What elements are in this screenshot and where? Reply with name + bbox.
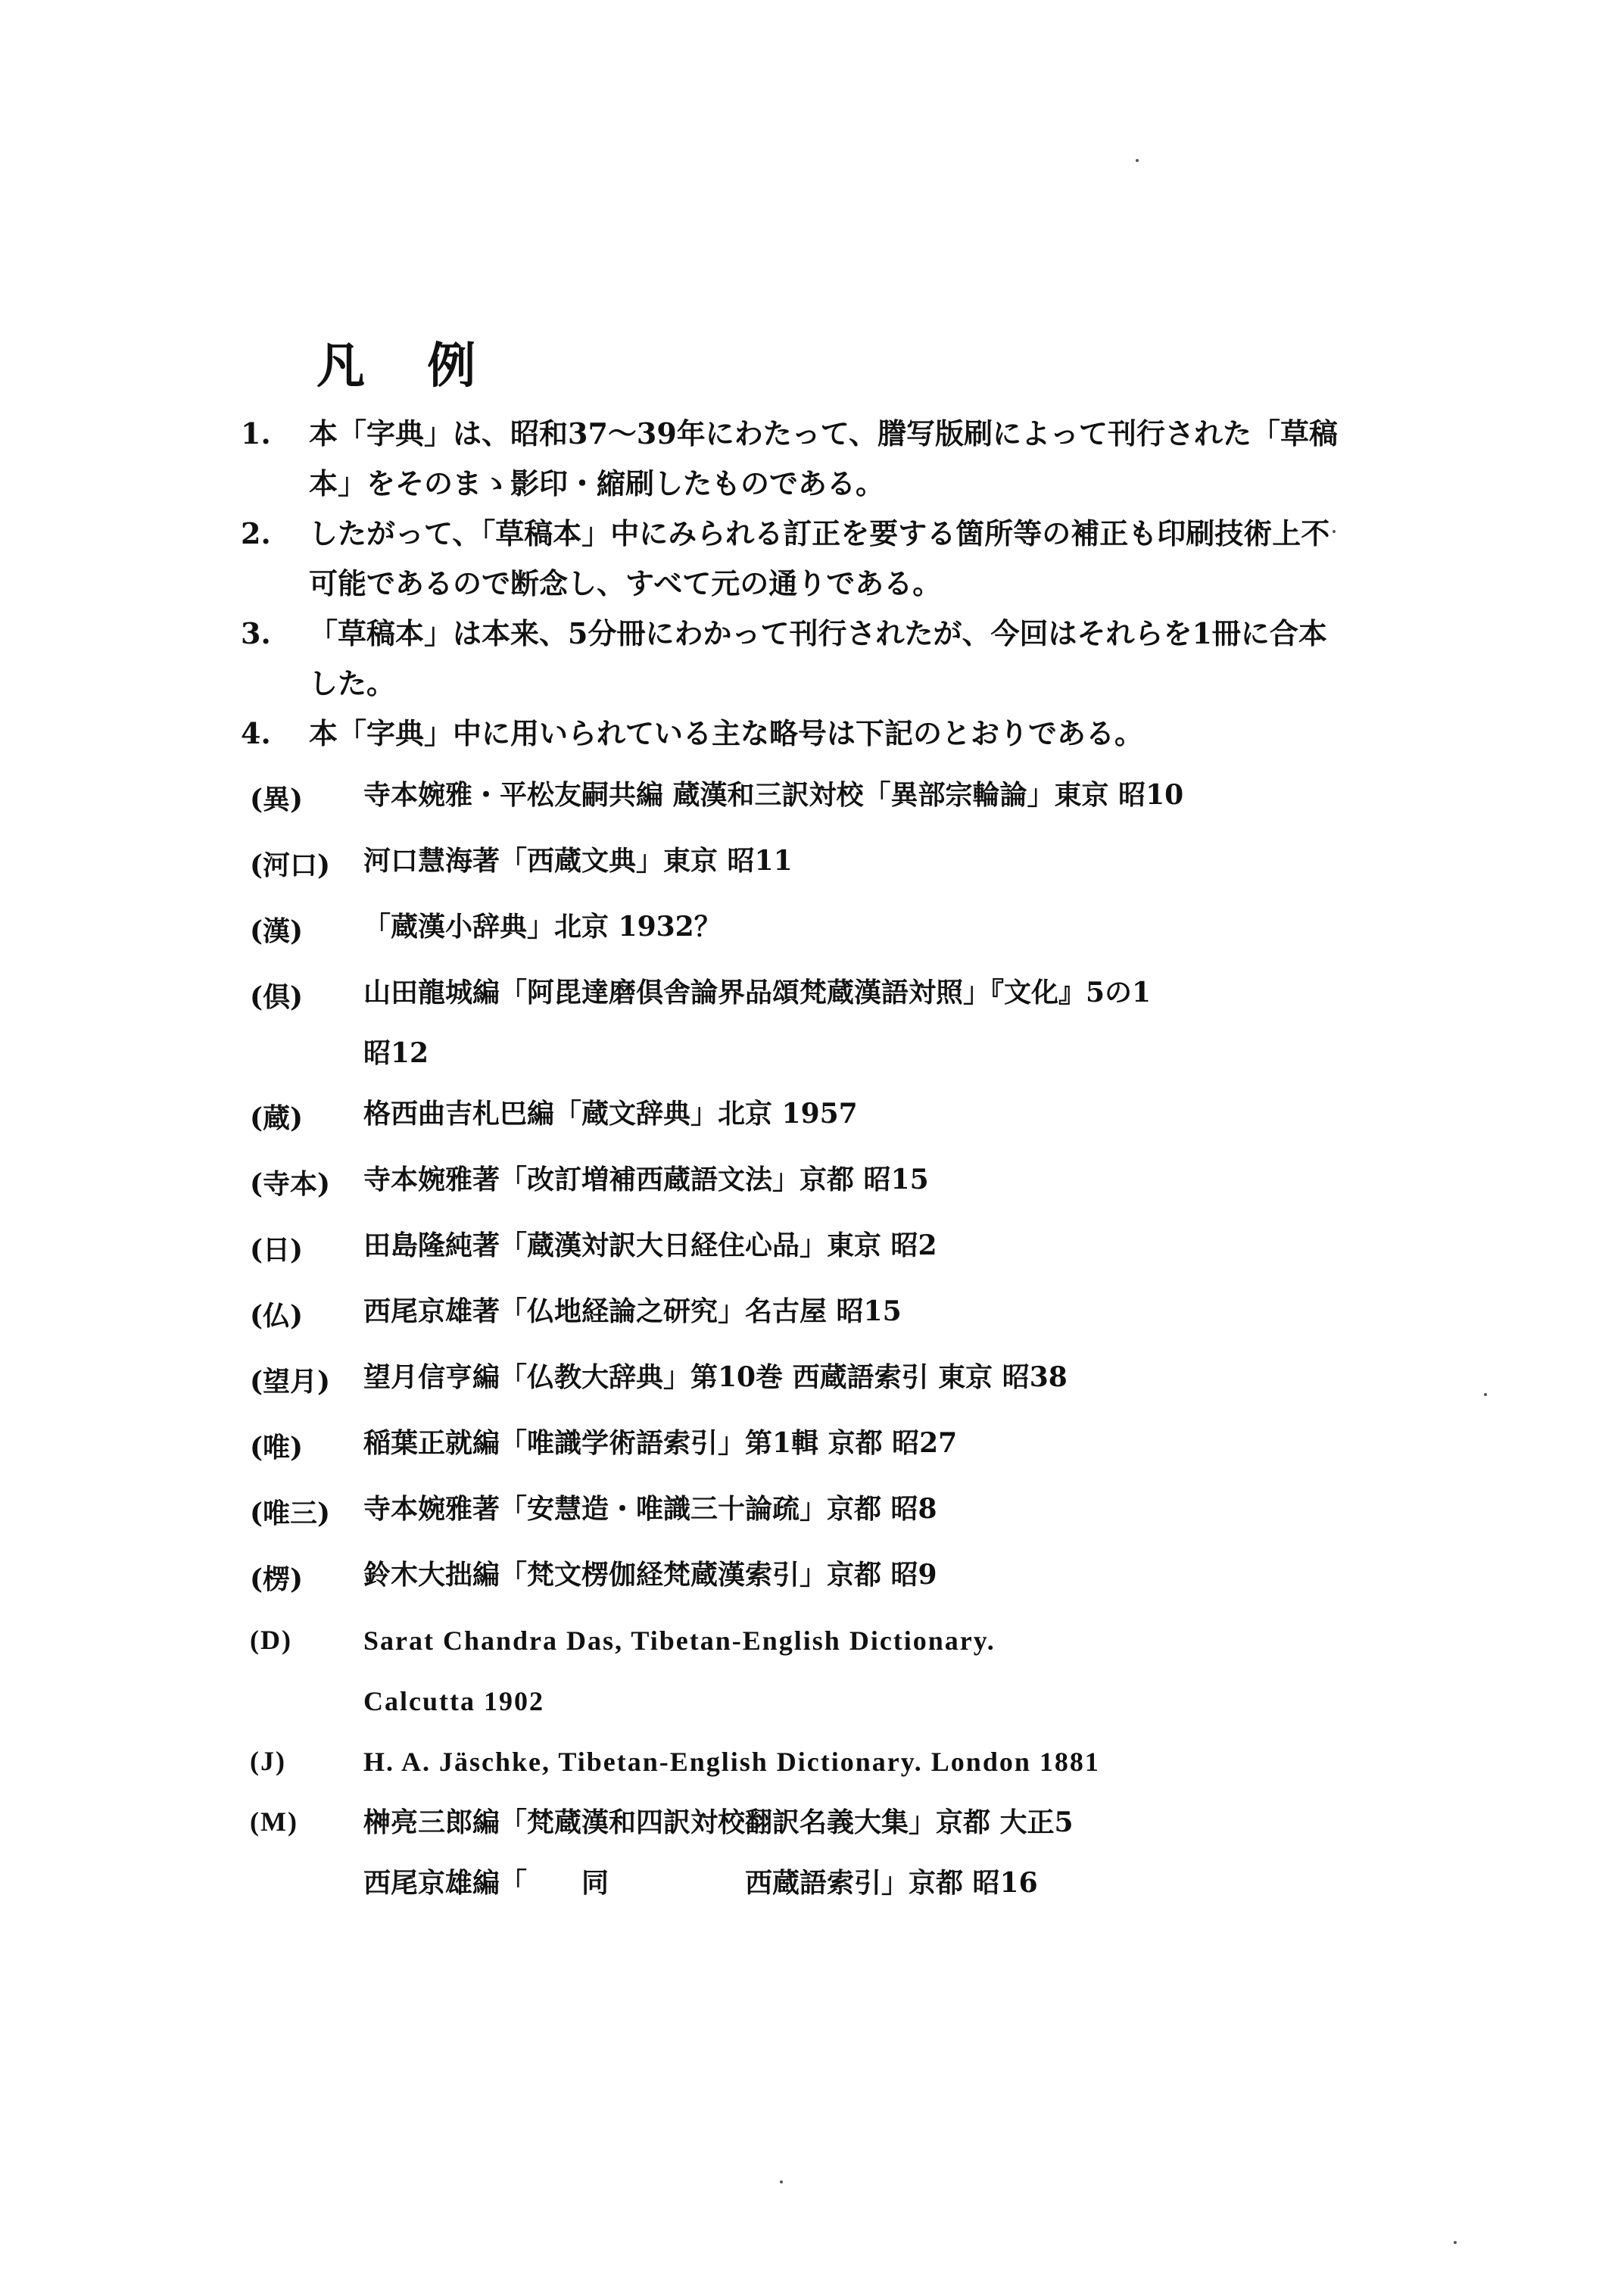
scan-speck [1136,159,1139,162]
page-title: 凡 例 [316,338,499,394]
abbreviation-reference [363,1610,1386,1731]
reference-line: 「蔵漢小辞典」北京 1932？ [363,911,722,943]
abbreviation-key: (D) [250,1625,292,1655]
abbreviation-key: (望月) [250,1366,331,1398]
note-text: 本「字典」は、昭和37～39年にわたって、謄写版刷によって刊行された「草稿本」をそのまゝ影印・縮刷したものである。 [309,416,1339,500]
abbreviation-key: (河口) [250,849,331,881]
abbreviation-key: (唯) [250,1432,304,1463]
note-item [241,509,1346,609]
abbreviation-key: (楞) [250,1563,304,1595]
reference-line: Sarat Chandra Das, Tibetan-English Dictionary. [363,1625,996,1656]
abbreviation-key: (倶) [250,981,304,1013]
abbreviation-key: (寺本) [250,1168,331,1200]
notes-list [241,409,1346,759]
abbreviation-reference [363,1544,1386,1610]
reference-line: 望月信亨編「仏教大辞典」第10巻 西蔵語索引 東京 昭38 [363,1361,1068,1393]
abbreviation-row [250,1731,1386,1792]
abbreviation-reference [363,1083,1386,1149]
abbreviation-row [250,1083,1386,1149]
note-text: 「草稿本」は本来、5分冊にわかって刊行されたが、今回はそれらを1冊に合本した。 [309,616,1327,700]
abbreviation-reference [363,1347,1386,1413]
abbreviation-reference [363,765,1386,831]
scan-speck [780,2180,783,2183]
scan-speck [1454,2241,1457,2244]
reference-line: 鈴木大拙編「梵文楞伽経梵蔵漢索引」京都 昭9 [363,1559,937,1591]
abbreviation-row [250,962,1386,1083]
abbreviation-row [250,765,1386,831]
abbreviation-row [250,1281,1386,1347]
abbreviation-row [250,1215,1386,1281]
reference-line: 稲葉正就編「唯識学術語索引」第1輯 京都 昭27 [363,1427,958,1459]
abbreviation-row [250,1413,1386,1479]
note-number: 3. [241,616,271,650]
note-item [241,409,1346,509]
abbreviation-reference [363,1149,1386,1215]
abbreviation-key: (漢) [250,915,304,947]
abbreviation-reference [363,1792,1386,1913]
scan-speck [1484,1393,1487,1396]
reference-line: 山田龍城編「阿毘達磨倶舎論界品頌梵蔵漢語対照」『文化』5の1 [363,977,1152,1008]
abbreviation-reference [363,896,1386,962]
note-item [241,709,1346,759]
reference-line: 寺本婉雅著「安慧造・唯識三十論疏」京都 昭8 [363,1493,937,1525]
abbreviation-row [250,1149,1386,1215]
note-number: 2. [241,516,271,550]
reference-line: 寺本婉雅・平松友嗣共編 蔵漢和三訳対校「異部宗輪論」東京 昭10 [363,779,1184,811]
reference-line: Calcutta 1902 [363,1686,544,1716]
abbreviation-row [250,1347,1386,1413]
abbreviation-reference [363,831,1386,896]
note-text: 本「字典」中に用いられている主な略号は下記のとおりである。 [309,716,1144,750]
reference-line: 榊亮三郎編「梵蔵漢和四訳対校翻訳名義大集」京都 大正5 [363,1806,1074,1838]
abbreviation-row [250,1544,1386,1610]
note-number: 1. [241,416,271,450]
scan-speck [1333,530,1336,533]
abbreviation-reference [363,1215,1386,1281]
abbreviation-key: (J) [250,1746,286,1776]
note-number: 4. [241,716,271,750]
reference-line: 西尾京雄編「 同 西蔵語索引」京都 昭16 [363,1867,1038,1899]
abbreviation-reference [363,962,1386,1083]
abbreviation-reference [363,1479,1386,1544]
abbreviation-key: (異) [250,784,304,815]
note-text: したがって、「草稿本」中にみられる訂正を要する箇所等の補正も印刷技術上不可能であるので断念し、すべて元の通りである。 [309,516,1330,600]
abbreviation-table [250,765,1386,1913]
abbreviation-reference [363,1281,1386,1347]
reference-line: 西尾京雄著「仏地経論之研究」名古屋 昭15 [363,1295,902,1327]
reference-line: 格西曲吉札巴編「蔵文辞典」北京 1957 [363,1098,858,1130]
note-item [241,609,1346,709]
abbreviation-key: (蔵) [250,1102,304,1134]
abbreviation-row [250,831,1386,896]
reference-line: 田島隆純著「蔵漢対訳大日経住心品」東京 昭2 [363,1230,937,1261]
abbreviation-row [250,1610,1386,1731]
reference-line: 河口慧海著「西蔵文典」東京 昭11 [363,845,793,877]
reference-line: 昭12 [363,1037,429,1069]
reference-line: H. A. Jäschke, Tibetan-English Dictionary. London 1881 [363,1747,1100,1777]
abbreviation-key: (M) [250,1806,298,1837]
abbreviation-reference [363,1413,1386,1479]
abbreviation-key: (仏) [250,1300,304,1332]
abbreviation-row [250,1792,1386,1913]
abbreviation-row [250,1479,1386,1544]
abbreviation-row [250,896,1386,962]
abbreviation-reference [363,1731,1386,1792]
abbreviation-key: (唯三) [250,1498,331,1529]
reference-line: 寺本婉雅著「改訂増補西蔵語文法」京都 昭15 [363,1164,929,1195]
abbreviation-key: (日) [250,1234,304,1266]
